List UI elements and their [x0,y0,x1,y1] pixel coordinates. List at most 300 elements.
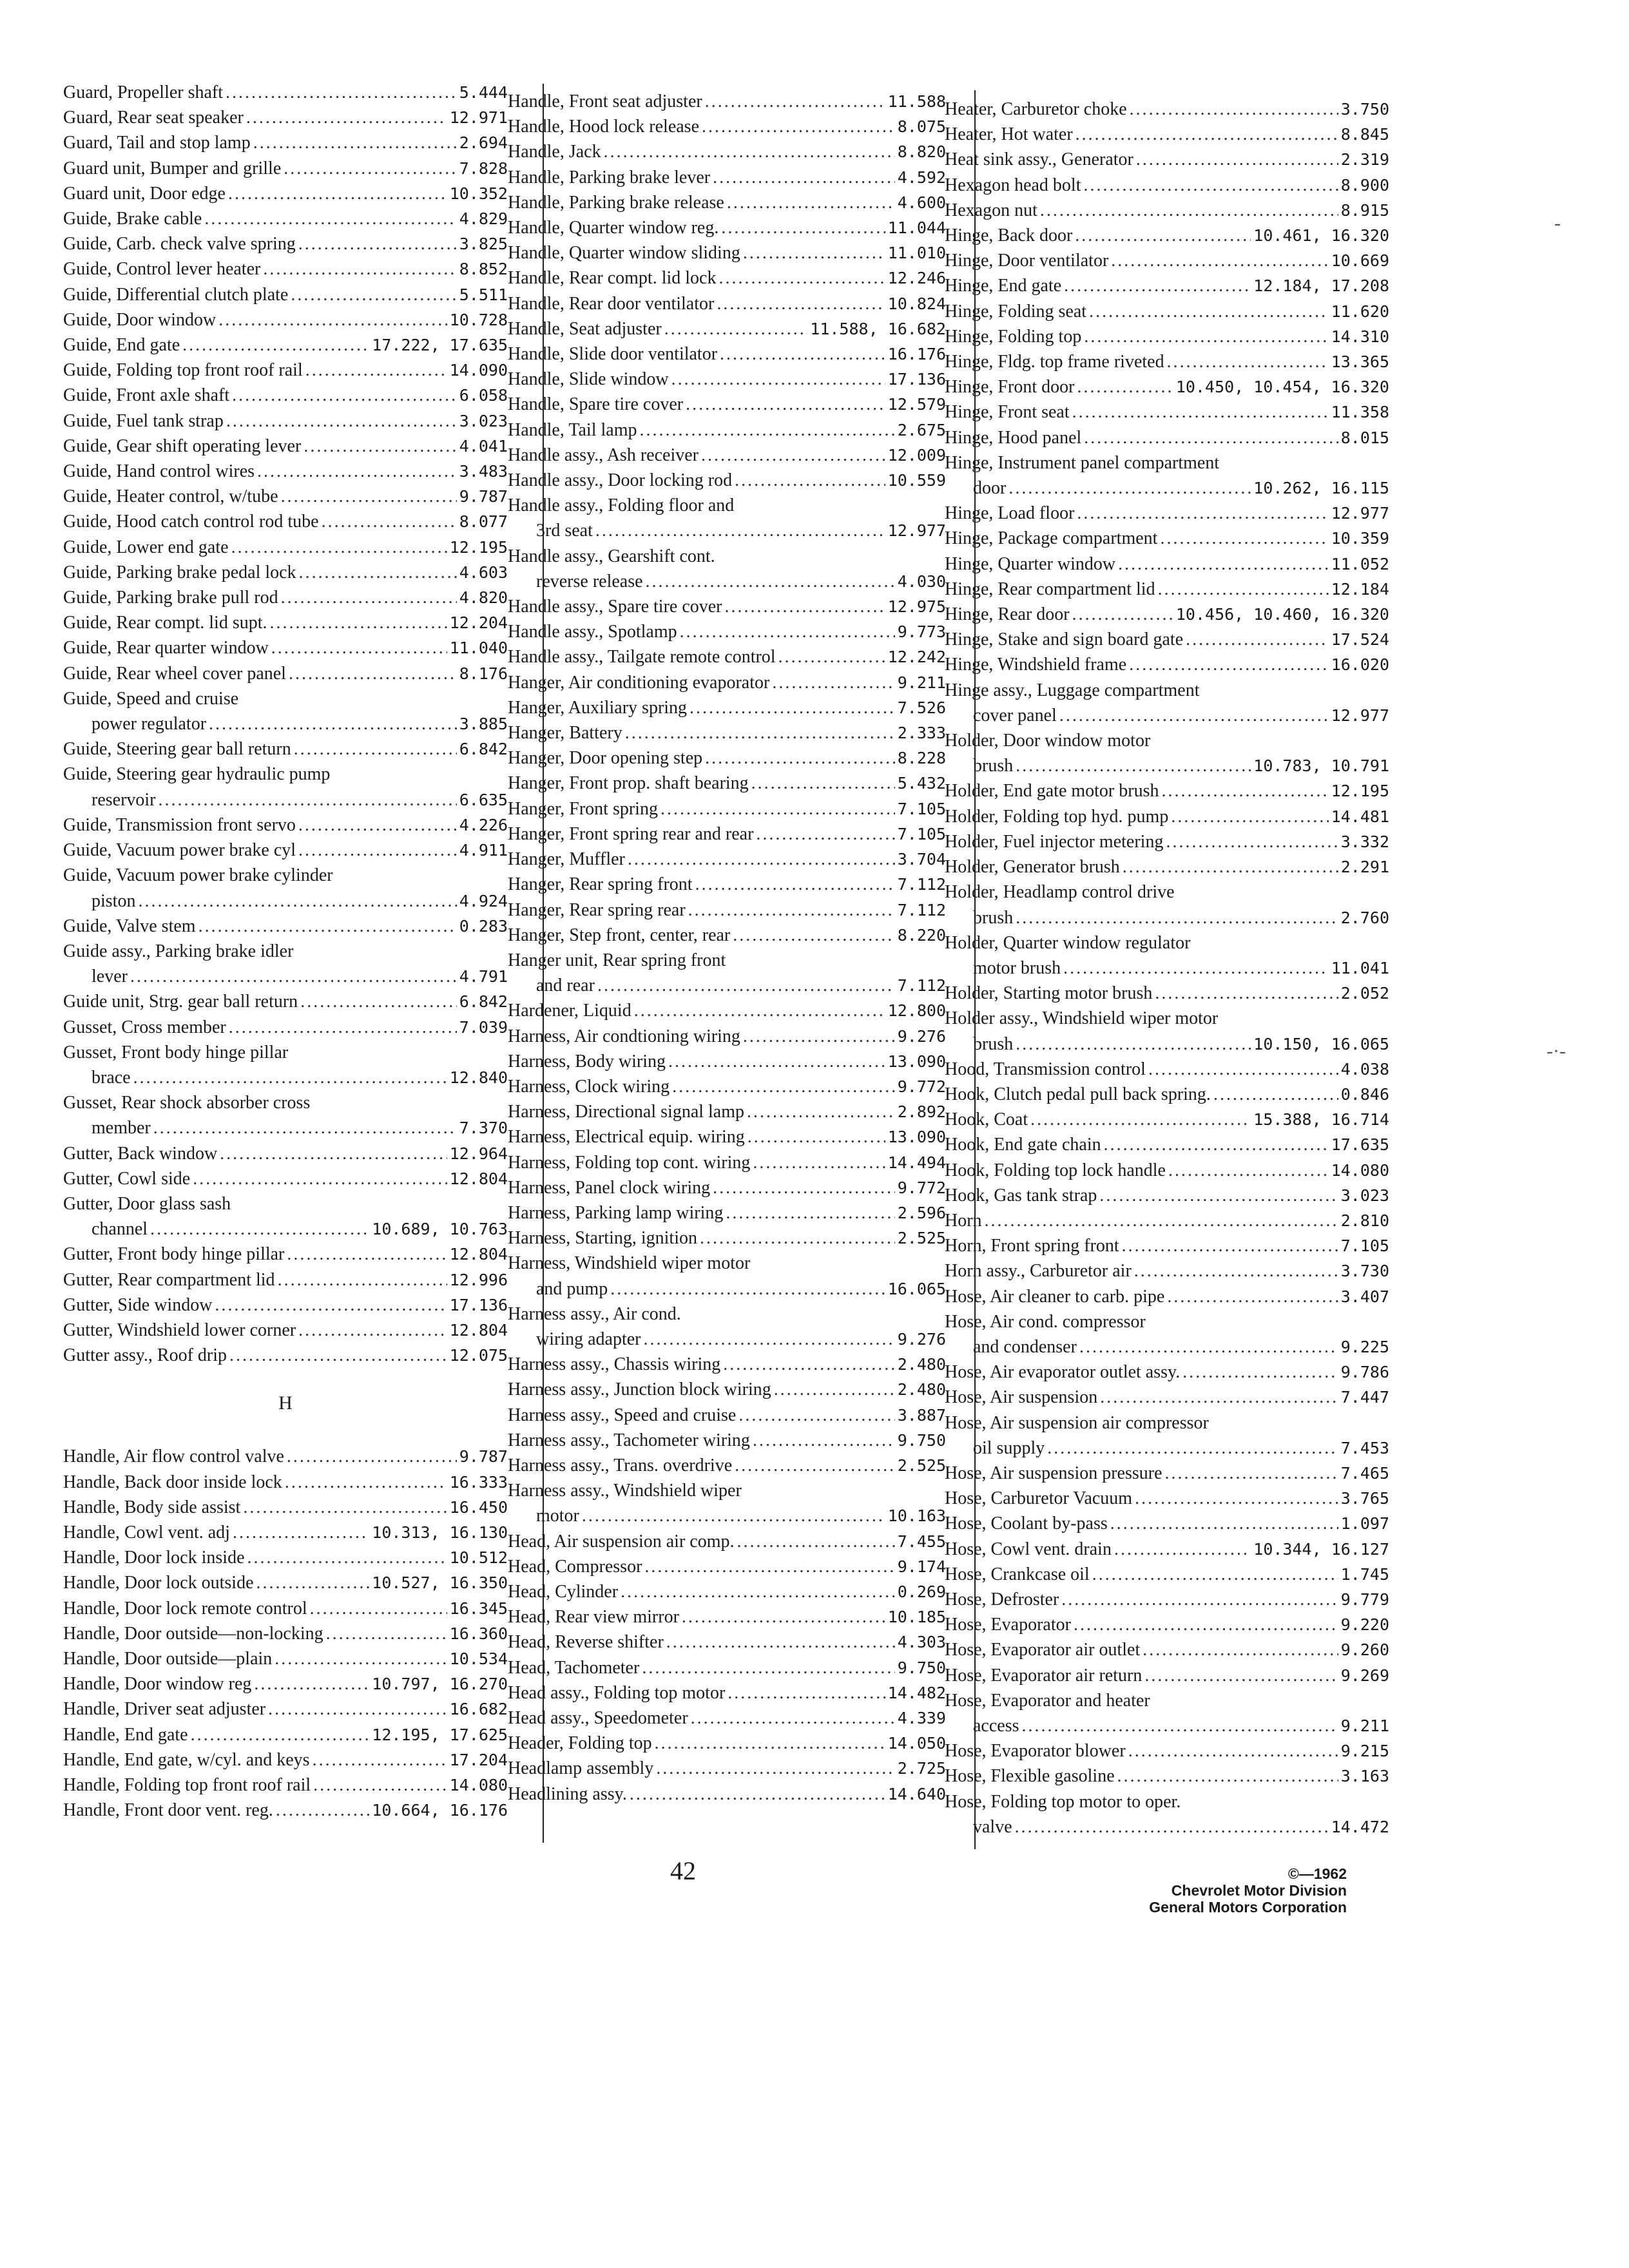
index-entry [508,1706,946,1731]
entry-reference-number: 10.313, 16.130 [372,1523,508,1542]
entry-continuation: member [92,1118,151,1139]
leader-dots [1165,1461,1338,1486]
leader-dots [747,1099,895,1124]
index-entry [63,635,508,660]
entry-row [508,367,946,392]
index-entry [508,1124,946,1149]
entry-name: Guide, Rear compt. lid supt. [63,613,267,633]
entry-name: Guide, Front axle shaft [63,385,230,406]
entry-reference-number: 10.728 [449,310,508,329]
entry-name: Hinge, Folding top [945,326,1082,347]
entry-row [63,914,508,939]
entry-row [945,1763,1389,1789]
entry-reference-number: 12.184 [1331,579,1389,599]
leader-dots [691,1706,895,1731]
entry-continuation-row [945,703,1389,728]
entry-reference-number: 10.359 [1331,529,1389,548]
entry-reference-number: 7.447 [1340,1388,1389,1407]
index-entry [508,1478,946,1528]
entry-row [508,1604,946,1629]
leader-dots [229,1015,457,1040]
entry-row [63,80,508,105]
entry-row [508,745,946,771]
entry-reference-number: 15.388, 16.714 [1253,1110,1389,1129]
entry-name: Handle, Quarter window reg. [508,218,719,238]
entry-reference-number: 2.892 [897,1102,946,1122]
entry-name: Hanger, Front spring rear and rear [508,823,754,844]
entry-reference-number: 11.052 [1331,554,1389,573]
entry-reference-number: 14.472 [1331,1817,1389,1836]
entry-reference-number: 4.041 [459,436,508,456]
entry-name: Handle, Driver seat adjuster [63,1699,266,1720]
leader-dots [1075,122,1338,147]
index-entry [945,1763,1389,1789]
entry-name: Hinge, Door ventilator [945,251,1109,271]
index-entry [945,173,1389,198]
index-entry [508,1074,946,1099]
entry-reference-number: 14.640 [887,1784,946,1803]
entry-row [63,585,508,610]
entry-name: Hanger, Rear spring front [508,874,693,895]
leader-dots [1123,854,1338,879]
entry-row [945,1385,1389,1410]
entry-reference-number: 4.339 [897,1709,946,1727]
leader-dots [642,1655,894,1680]
entry-reference-number: 12.242 [887,648,946,667]
entry-row [945,1233,1389,1258]
entry-row [508,114,946,139]
index-entry [945,526,1389,551]
leader-dots [300,989,457,1014]
index-entry [63,156,508,181]
index-entry [508,847,946,872]
leader-dots [322,509,457,534]
index-entry [63,914,508,939]
index-entry [508,215,946,240]
entry-row [945,1738,1389,1763]
leader-dots [743,1024,895,1049]
entry-name: Guide, End gate [63,335,180,356]
entry-row [63,661,508,686]
entry-reference-number: 10.527, 16.350 [372,1573,508,1593]
entry-reference-number: 7.453 [1340,1438,1389,1457]
entry-row [508,1529,946,1554]
entry-name: Handle, End gate, w/cyl. and keys [63,1749,310,1770]
entry-row [945,602,1389,627]
index-entry [945,1385,1389,1410]
entry-reference-number: 3.023 [1340,1186,1389,1205]
entry-row [508,316,946,341]
index-entry [945,981,1389,1006]
leader-dots [1075,223,1251,248]
entry-reference-number: 7.112 [897,900,946,919]
entry-reference-number: 2.596 [897,1203,946,1222]
entry-reference-number: 10.456, 10.460, 16.320 [1175,605,1389,624]
entry-reference-number: 9.772 [897,1077,946,1096]
entry-reference-number: 7.526 [897,698,946,717]
leader-dots [728,1680,885,1706]
entry-continuation-row [508,518,946,543]
entry-name: Head, Compressor [508,1556,642,1577]
leader-dots [218,307,447,332]
entry-reference-number: 12.009 [887,445,946,465]
leader-dots [646,569,895,594]
entry-reference-number: 2.333 [897,724,946,743]
index-entry [508,316,946,341]
entry-row [63,383,508,408]
entry-continuation: door [973,478,1007,499]
entry-reference-number: 3.765 [1340,1489,1389,1508]
entry-name: Harness, Electrical equip. wiring [508,1127,745,1148]
index-entry [63,1191,508,1242]
entry-reference-number: 11.588 [887,92,946,111]
entry-name: Harness, Starting, ignition [508,1228,697,1249]
index-entry [63,80,508,105]
entry-row [508,190,946,215]
entry-name: Guard unit, Bumper and grille [63,158,282,178]
entry-reference-number: 4.038 [1340,1059,1389,1079]
index-entry [945,1789,1389,1840]
entry-name: Guide, Speed and cruise [63,688,239,709]
leader-dots [257,459,457,484]
entry-row [945,1258,1389,1283]
leader-dots [753,1428,895,1453]
entry-name: Handle, Door lock outside [63,1573,254,1593]
leader-dots [625,720,895,745]
entry-reference-number: 5.432 [897,774,946,793]
entry-reference-number: 12.804 [449,1169,508,1188]
entry-continuation: oil supply [973,1437,1045,1458]
leader-dots [1129,652,1329,677]
entry-name: Hook, End gate chain [945,1135,1101,1155]
entry-row [508,644,946,669]
entry-row [945,1132,1389,1157]
entry-name: Hinge, Stake and sign board gate [945,629,1184,650]
index-entry [508,367,946,392]
entry-name: Guide, Parking brake pull rod [63,588,278,608]
entry-name: Handle, End gate [63,1724,188,1745]
entry-row [508,418,946,443]
leader-dots [1104,1132,1329,1157]
entry-name: Guide, Lower end gate [63,537,229,557]
leader-dots [233,1520,369,1545]
index-entry [508,291,946,316]
entry-name: Hanger, Door opening step [508,748,703,769]
entry-name: Gusset, Front body hinge pillar [63,1042,289,1062]
index-entry [945,1284,1389,1309]
leader-dots [1166,829,1338,854]
entry-reference-number: 4.820 [459,588,508,608]
leader-dots [668,1049,885,1074]
entry-row [63,130,508,155]
entry-reference-number: 9.276 [897,1329,946,1349]
entry-reference-number: 17.204 [449,1750,508,1769]
entry-reference-number: 12.840 [449,1068,508,1087]
entry-name: Hose, Folding top motor to oper. [945,1791,1181,1812]
index-entry [508,594,946,619]
entry-row [508,1024,946,1049]
index-list-g [63,80,508,1368]
index-entry [508,341,946,367]
leader-dots [247,1545,447,1570]
index-entry [945,1258,1389,1283]
index-entry [63,1722,508,1747]
entry-name: Hood, Transmission control [945,1059,1146,1079]
leader-dots [725,594,885,619]
entry-row [63,1621,508,1646]
entry-name: Guide, Heater control, w/tube [63,486,278,507]
index-entry [63,459,508,484]
index-list [945,97,1389,1840]
entry-row [508,1074,946,1099]
entry-reference-number: 11.588, 16.682 [810,319,946,338]
entry-row [508,1579,946,1604]
entry-name: Harness assy., Trans. overdrive [508,1455,733,1475]
entry-name: Harness, Parking lamp wiring [508,1202,724,1223]
index-entry [508,1175,946,1200]
entry-row [945,1461,1389,1486]
leader-dots [1084,425,1338,450]
leader-dots [737,1529,895,1554]
entry-row [945,804,1389,829]
entry-reference-number: 12.184, 17.208 [1253,276,1389,296]
entry-row [63,1242,508,1267]
entry-reference-number: 2.319 [1340,150,1389,169]
index-entry [63,1596,508,1621]
index-entry [508,796,946,822]
index-entry [508,240,946,265]
leader-dots [1100,1385,1338,1410]
entry-row [945,577,1389,602]
entry-row [508,619,946,644]
index-entry [508,139,946,164]
entry-name: Handle, Front door vent. reg. [63,1800,273,1821]
entry-row [945,1057,1389,1082]
publisher-corporation: General Motors Corporation [1149,1899,1347,1916]
entry-reference-number: 10.512 [449,1548,508,1568]
entry-reference-number: 3.885 [459,715,508,734]
entry-name: Hose, Crankcase oil [945,1564,1090,1584]
entry-row [63,1343,508,1368]
entry-row [945,248,1389,273]
entry-name: Hanger, Rear spring rear [508,899,686,920]
index-entry [945,1158,1389,1183]
index-entry [945,349,1389,374]
entry-name: Hinge, Rear door [945,604,1070,625]
leader-dots [666,1629,895,1655]
entry-continuation: and pump [536,1278,608,1299]
leader-dots [191,1722,370,1747]
entry-reference-number: 10.185 [887,1608,946,1627]
entry-row [945,652,1389,677]
leader-dots [1167,1284,1338,1309]
entry-row [508,1756,946,1781]
entry-name: Hose, Evaporator air outlet [945,1640,1141,1660]
index-entry [63,1318,508,1343]
entry-name: Hinge, Load floor [945,503,1075,524]
entry-row [63,1166,508,1191]
entry-reference-number: 3.332 [1340,832,1389,851]
leader-dots [1158,577,1329,602]
index-entry [508,418,946,443]
entry-row [508,1554,946,1579]
entry-reference-number: 9.786 [1340,1363,1389,1382]
entry-row [945,501,1389,526]
leader-dots [595,518,885,543]
entry-name: Hinge, Folding seat [945,301,1087,322]
entry-row [508,1731,946,1756]
entry-reference-number: 12.977 [1331,504,1389,523]
entry-continuation: access [973,1716,1019,1736]
index-entry [945,854,1389,879]
index-entry [508,165,946,190]
leader-dots [209,711,457,736]
index-entry [63,939,508,989]
leader-dots [220,1141,447,1166]
leader-dots [1072,399,1329,425]
entry-name: Head, Cylinder [508,1581,619,1602]
index-entry [63,1545,508,1570]
entry-name: Handle, Parking brake release [508,192,724,213]
index-entry [508,1579,946,1604]
entry-reference-number: 10.534 [449,1649,508,1668]
entry-row [63,1293,508,1318]
index-entry [508,644,946,669]
index-entry [945,879,1389,930]
entry-row [63,1444,508,1469]
leader-dots [582,1503,885,1528]
entry-row [63,332,508,358]
entry-name: Gutter, Front body hinge pillar [63,1244,285,1265]
leader-dots [304,434,456,459]
entry-name: Guide, Hand control wires [63,461,255,482]
entry-row [63,1318,508,1343]
leader-dots [298,231,457,256]
index-entry [945,1132,1389,1157]
entry-row [945,1537,1389,1562]
entry-name: Handle assy., Door locking rod [508,470,733,491]
index-column-1 [63,80,508,1823]
index-entry [508,1150,946,1175]
index-entry [508,89,946,114]
entry-reference-number: 4.603 [459,562,508,582]
entry-name: Harness, Panel clock wiring [508,1177,711,1198]
entry-reference-number: 12.195 [449,537,508,557]
leader-dots [671,367,885,392]
index-entry [945,1688,1389,1738]
entry-reference-number: 12.195, 17.625 [372,1725,508,1744]
entry-row [945,1486,1389,1511]
entry-reference-number: 9.750 [897,1430,946,1450]
index-entry [508,1629,946,1655]
entry-reference-number: 10.783, 10.791 [1253,756,1389,776]
entry-name: Harness, Air condtioning wiring [508,1026,740,1046]
entry-name: Gusset, Rear shock absorber cross [63,1093,311,1113]
entry-name: Handle assy., Tailgate remote control [508,647,776,668]
index-entry [63,661,508,686]
leader-dots [1171,804,1328,829]
entry-reference-number: 8.077 [459,512,508,532]
entry-row [63,635,508,660]
entry-row [945,173,1389,198]
index-entry [945,829,1389,854]
entry-row [945,1082,1389,1107]
index-entry [63,1040,508,1090]
entry-row [508,1403,946,1428]
entry-row [63,610,508,635]
entry-row [945,1158,1389,1183]
entry-row [945,273,1389,298]
entry-row [63,1671,508,1696]
entry-name: Gutter, Side window [63,1294,213,1315]
entry-name: Head assy., Folding top motor [508,1682,726,1703]
entry-name: Handle, Tail lamp [508,419,637,440]
entry-reference-number: 6.635 [459,790,508,809]
leader-dots [299,560,457,585]
entry-continuation: brush [973,756,1014,776]
entry-name: Head, Tachometer [508,1657,640,1678]
entry-row [63,1798,508,1823]
entry-row [508,1782,946,1807]
index-entry [63,332,508,358]
leader-dots [228,181,447,206]
leader-dots [1148,1057,1338,1082]
leader-dots [639,418,894,443]
entry-name: Guide, Gear shift operating lever [63,436,302,456]
entry-reference-number: 4.592 [897,168,946,187]
entry-name: Harness, Windshield wiper motor [508,1253,751,1274]
index-entry [63,1470,508,1495]
index-entry [508,1099,946,1124]
entry-name: Handle, Door outside—non-locking [63,1623,323,1644]
entry-name: Hanger, Auxiliary spring [508,697,688,718]
entry-name: Handle, Jack [508,142,601,162]
leader-dots [713,1175,895,1200]
entry-continuation-row [63,1115,508,1140]
entry-name: Hose, Evaporator [945,1615,1071,1635]
entry-row [508,872,946,897]
entry-reference-number: 9.211 [897,673,946,692]
leader-dots [193,1166,447,1191]
leader-dots [294,736,457,762]
index-entry [945,1537,1389,1562]
index-entry [508,1604,946,1629]
index-entry [63,1141,508,1166]
entry-row [945,778,1389,803]
entry-row [508,89,946,114]
leader-dots [985,1208,1338,1233]
entry-reference-number: 8.075 [897,117,946,137]
entry-reference-number: 7.039 [459,1017,508,1037]
entry-row [63,1722,508,1747]
entry-continuation-row [945,476,1389,501]
entry-reference-number: 8.845 [1340,125,1389,144]
leader-dots [701,443,885,468]
entry-row [508,822,946,847]
index-entry [63,610,508,635]
entry-reference-number: 11.040 [449,639,508,658]
entry-continuation-row [945,1814,1389,1840]
index-entry [945,299,1389,324]
entry-row [945,1107,1389,1132]
entry-continuation: motor brush [973,957,1061,978]
entry-row [63,256,508,282]
index-entry [63,130,508,155]
leader-dots [1182,1360,1338,1385]
entry-name: Hose, Coolant by-pass [945,1514,1108,1534]
entry-row [508,670,946,695]
index-entry [508,493,946,543]
